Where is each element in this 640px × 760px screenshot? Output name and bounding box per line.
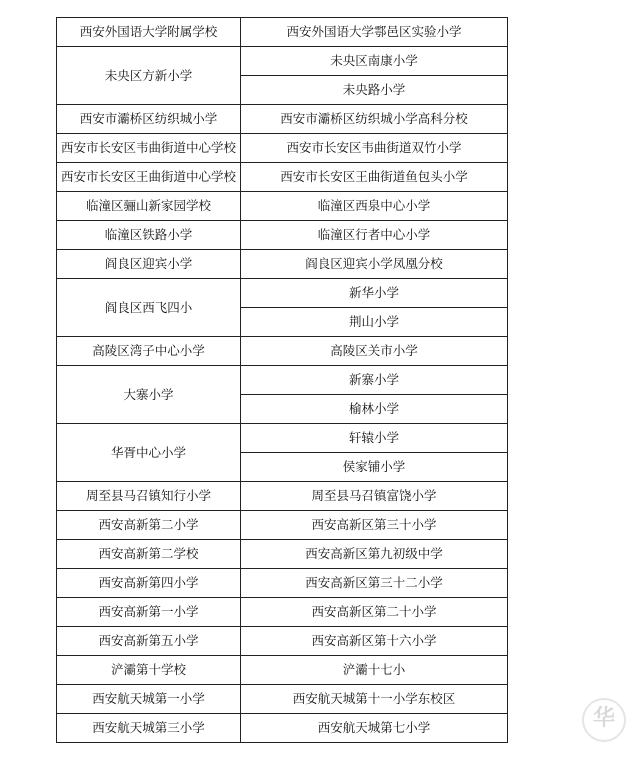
lead-school-cell: 西安高新第四小学 (57, 569, 241, 598)
lead-school-cell: 华胥中心小学 (57, 424, 241, 482)
table-row (57, 424, 508, 453)
table-row (57, 714, 508, 743)
partner-school-cell: 未央路小学 (241, 76, 508, 105)
lead-school-cell: 临潼区骊山新家园学校 (57, 192, 241, 221)
table-row (57, 163, 508, 192)
lead-school-cell: 西安高新第一小学 (57, 598, 241, 627)
lead-school-cell: 西安航天城第三小学 (57, 714, 241, 743)
table-row (57, 656, 508, 685)
lead-school-cell: 西安高新第五小学 (57, 627, 241, 656)
table-row (57, 192, 508, 221)
table-row (57, 221, 508, 250)
partner-school-cell: 临潼区西泉中心小学 (241, 192, 508, 221)
table-row (57, 569, 508, 598)
lead-school-cell: 西安市长安区韦曲街道中心学校 (57, 134, 241, 163)
lead-school-cell: 浐灞第十学校 (57, 656, 241, 685)
table-row (57, 134, 508, 163)
lead-school-cell: 阎良区西飞四小 (57, 279, 241, 337)
table-body (57, 18, 508, 743)
table-row (57, 685, 508, 714)
partner-school-cell: 荆山小学 (241, 308, 508, 337)
partner-school-cell: 西安高新区第三十二小学 (241, 569, 508, 598)
partner-school-cell: 浐灞十七小 (241, 656, 508, 685)
partner-school-cell: 西安市长安区韦曲街道双竹小学 (241, 134, 508, 163)
partner-school-cell: 西安高新区第二十小学 (241, 598, 508, 627)
table-row (57, 540, 508, 569)
partner-school-cell: 新寨小学 (241, 366, 508, 395)
lead-school-cell: 高陵区湾子中心小学 (57, 337, 241, 366)
partner-school-cell: 西安航天城第十一小学东校区 (241, 685, 508, 714)
partner-school-cell: 未央区南康小学 (241, 47, 508, 76)
table-row (57, 482, 508, 511)
table-row (57, 47, 508, 76)
table-row (57, 366, 508, 395)
partner-school-cell: 高陵区关市小学 (241, 337, 508, 366)
lead-school-cell: 西安高新第二学校 (57, 540, 241, 569)
partner-school-cell: 西安外国语大学鄠邑区实验小学 (241, 18, 508, 47)
table-row (57, 337, 508, 366)
table-row (57, 105, 508, 134)
table-row (57, 250, 508, 279)
partner-school-cell: 西安高新区第三十小学 (241, 511, 508, 540)
lead-school-cell: 大寨小学 (57, 366, 241, 424)
lead-school-cell: 西安外国语大学附属学校 (57, 18, 241, 47)
partner-school-cell: 轩辕小学 (241, 424, 508, 453)
partner-school-cell: 西安高新区第九初级中学 (241, 540, 508, 569)
partner-school-cell: 西安航天城第七小学 (241, 714, 508, 743)
school-pairing-table (56, 17, 508, 743)
lead-school-cell: 周至县马召镇知行小学 (57, 482, 241, 511)
partner-school-cell: 侯家铺小学 (241, 453, 508, 482)
watermark-logo: 华 (582, 698, 626, 742)
lead-school-cell: 西安市灞桥区纺织城小学 (57, 105, 241, 134)
table-row (57, 627, 508, 656)
table-row (57, 279, 508, 308)
partner-school-cell: 西安市灞桥区纺织城小学高科分校 (241, 105, 508, 134)
lead-school-cell: 阎良区迎宾小学 (57, 250, 241, 279)
partner-school-cell: 阎良区迎宾小学凤凰分校 (241, 250, 508, 279)
table-row (57, 18, 508, 47)
partner-school-cell: 新华小学 (241, 279, 508, 308)
lead-school-cell: 西安市长安区王曲街道中心学校 (57, 163, 241, 192)
lead-school-cell: 未央区方新小学 (57, 47, 241, 105)
partner-school-cell: 临潼区行者中心小学 (241, 221, 508, 250)
partner-school-cell: 周至县马召镇富饶小学 (241, 482, 508, 511)
lead-school-cell: 西安航天城第一小学 (57, 685, 241, 714)
table-row (57, 511, 508, 540)
partner-school-cell: 西安市长安区王曲街道鱼包头小学 (241, 163, 508, 192)
table-row (57, 598, 508, 627)
partner-school-cell: 榆林小学 (241, 395, 508, 424)
lead-school-cell: 临潼区铁路小学 (57, 221, 241, 250)
lead-school-cell: 西安高新第二小学 (57, 511, 241, 540)
partner-school-cell: 西安高新区第十六小学 (241, 627, 508, 656)
